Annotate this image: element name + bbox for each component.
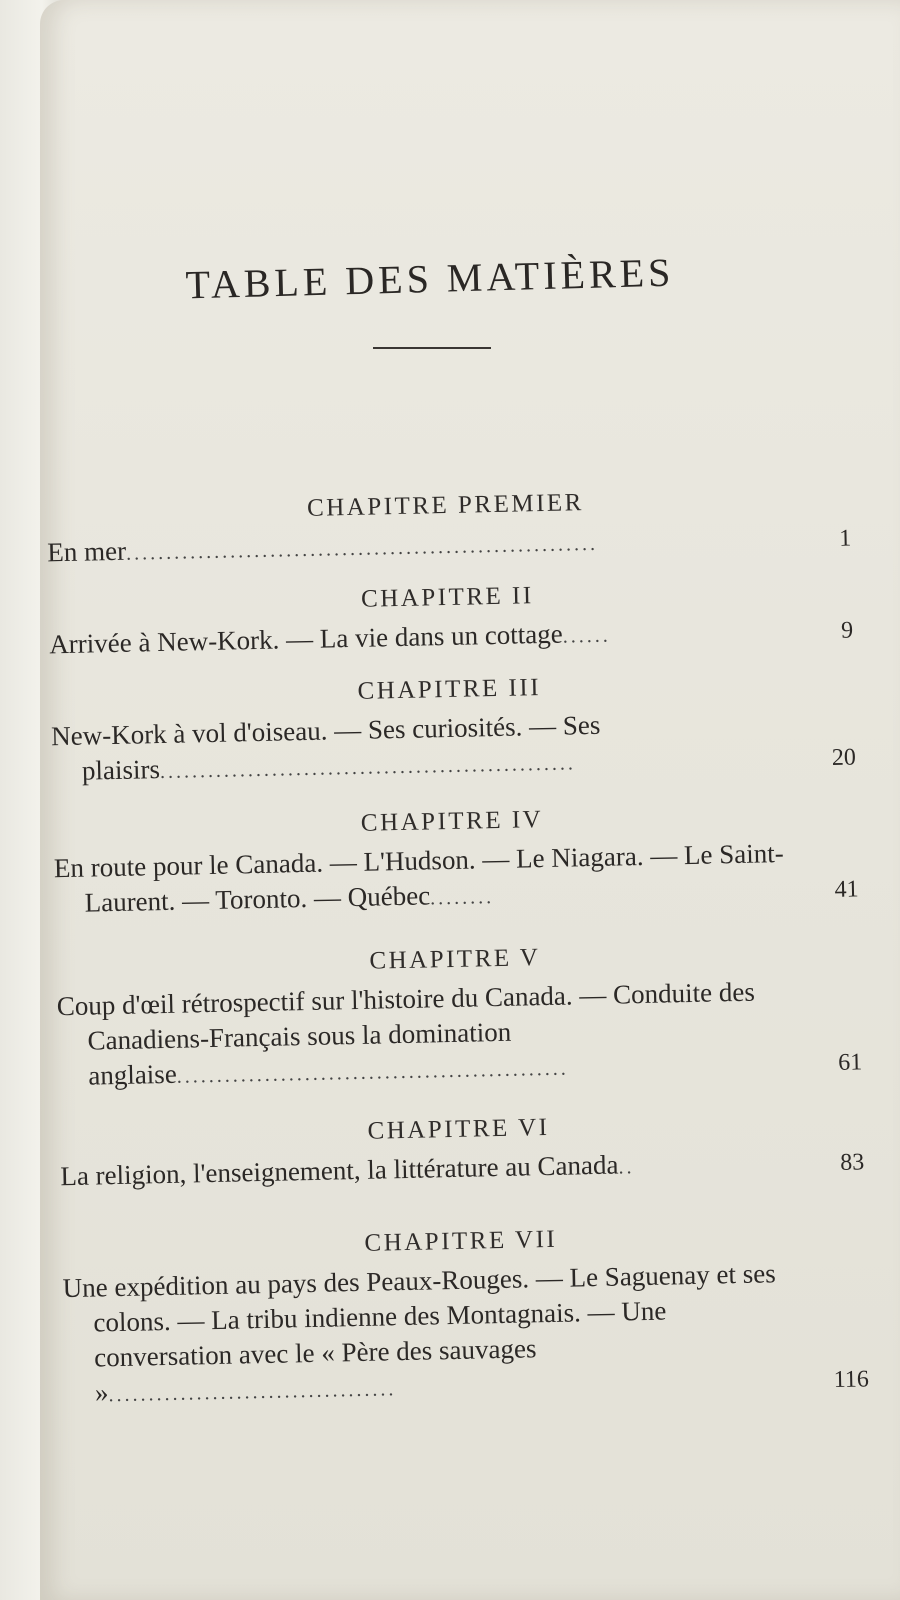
dot-leader: .. [618,1156,635,1179]
dot-leader: .................................... [108,1378,397,1407]
dot-leader: ........ [429,886,495,910]
entry-text [48,836,789,924]
entry-title: Arrivée à New-Kork. — La vie dans un cottage [48,618,564,660]
dot-leader: ........................................................... [125,532,599,565]
entry-title: New-Kork à vol d'oiseau. — Ses curiosités. — Ses plaisirs [50,709,601,786]
entry-title: En route pour le Canada. — L'Hudson. — Le Niagara. — Le Saint-Laurent. — Toronto. — Québec [53,837,785,918]
chapter-heading: CHAPITRE PREMIER [306,489,585,522]
page-number: 9 [840,617,854,644]
toc-chapter-2 [32,568,864,677]
toc-chapter-7 [46,1212,880,1439]
page-number: 20 [831,744,857,771]
chapter-heading: CHAPITRE V [369,944,541,975]
page-number: 1 [838,525,852,552]
entry-text [56,1256,799,1414]
toc-chapter-5 [40,930,873,1117]
entry-text [50,974,792,1097]
entry-title: La religion, l'enseignement, la littérature au Canada [60,1149,619,1192]
title-rule [373,347,491,349]
table-of-contents [30,476,880,1439]
page-number: 61 [837,1049,863,1076]
entry-title: En mer [47,535,127,568]
chapter-heading: CHAPITRE VII [364,1225,558,1257]
page-number: 41 [834,876,859,903]
chapter-heading: CHAPITRE II [360,582,534,613]
toc-entry [46,1254,879,1414]
page-number: 83 [840,1149,865,1176]
toc-chapter-4 [37,792,870,947]
toc-chapter-6 [43,1100,875,1229]
dot-leader: .................................................... [159,752,577,784]
entry-text [45,704,786,792]
chapter-heading: CHAPITRE III [357,674,542,705]
toc-chapter-3 [34,660,867,809]
entry-title: Coup d'œil rétrospectif sur l'histoire du Canada. — Conduite des Canadiens-Français sous la domination anglaise [56,976,756,1091]
entry-title: Une expédition au pays des Peaux-Rouges. — Le Saguenay et ses colons. — La tribu indienne des Montagnais. — Une conversation avec le « Père des sauvages » [62,1258,776,1408]
chapter-heading: CHAPITRE IV [360,806,544,837]
toc-chapter-1 [30,476,862,585]
dot-leader: ................................................. [176,1057,569,1088]
page-number: 116 [833,1366,870,1394]
chapter-heading: CHAPITRE VI [367,1113,550,1145]
dot-leader: ...... [562,624,611,648]
toc-entry [40,972,872,1097]
page-title: TABLE DES MATIÈRES [185,249,675,308]
